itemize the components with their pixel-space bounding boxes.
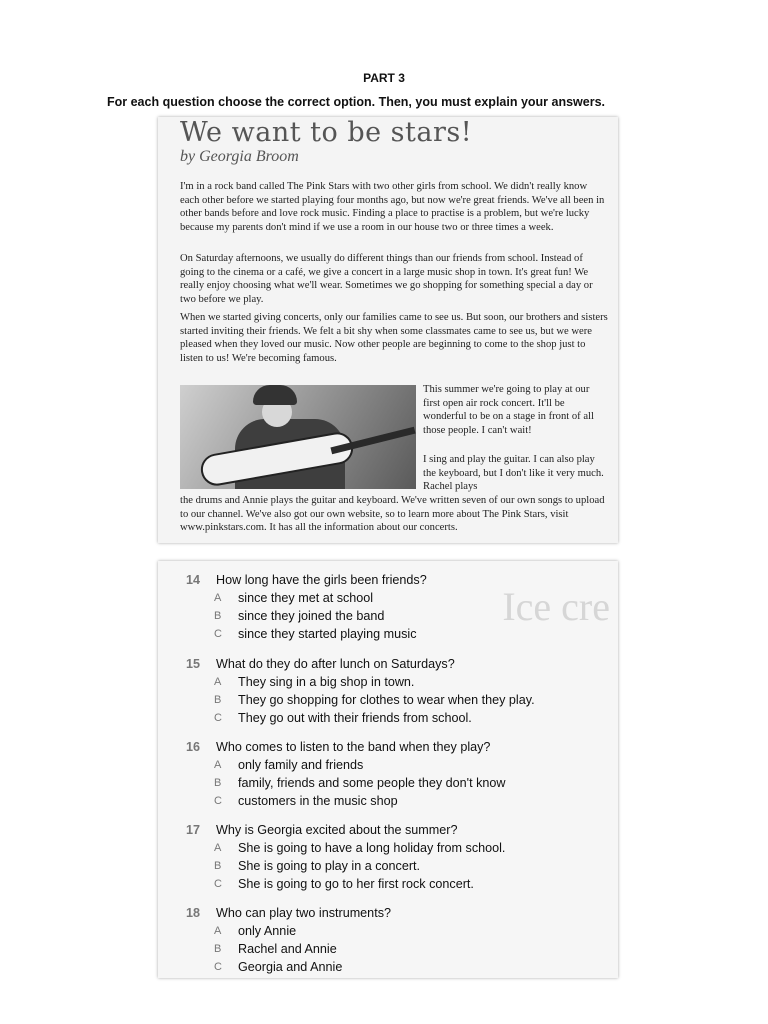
option-letter: C — [214, 712, 222, 724]
answer-option[interactable]: since they joined the band — [238, 609, 385, 623]
reading-passage — [158, 117, 618, 543]
question-number: 18 — [186, 906, 201, 920]
answer-option[interactable]: since they started playing music — [238, 627, 417, 641]
option-letter: B — [214, 777, 222, 789]
option-letter: B — [214, 943, 222, 955]
answer-option[interactable]: They sing in a big shop in town. — [238, 675, 415, 689]
option-letter: A — [214, 842, 222, 854]
option-letter: A — [214, 759, 222, 771]
question-stem: Who can play two instruments? — [216, 906, 391, 920]
question-number: 16 — [186, 740, 201, 754]
option-letter: C — [214, 628, 222, 640]
answer-option[interactable]: They go shopping for clothes to wear when they play. — [238, 693, 535, 707]
article-paragraph: I sing and play the guitar. I can also play the keyboard, but I don't like it very much. Rachel plays — [423, 454, 604, 493]
answer-option[interactable]: She is going to go to her first rock concert. — [238, 877, 474, 891]
question-stem: Who comes to listen to the band when they play? — [216, 740, 491, 754]
option-letter: B — [214, 860, 222, 872]
article-title: We want to be stars! — [180, 117, 473, 148]
option-letter: A — [214, 592, 222, 604]
option-letter: B — [214, 694, 222, 706]
option-letter: A — [214, 925, 222, 937]
question-stem: How long have the girls been friends? — [216, 573, 427, 587]
answer-option[interactable]: They go out with their friends from school. — [238, 711, 472, 725]
article-paragraph: the drums and Annie plays the guitar and keyboard. We've written seven of our own songs to upload to our channel. We've also got our own website, so to learn more about The Pink Stars, visit www.pinkstars.com. It has all the information about our concerts. — [180, 495, 605, 534]
article-byline: by Georgia Broom — [180, 148, 299, 165]
questions-panel — [158, 561, 618, 978]
background-watermark-text: Ice cre — [502, 584, 610, 629]
answer-option[interactable]: only Annie — [238, 924, 297, 938]
answer-option[interactable]: Rachel and Annie — [238, 942, 337, 956]
question-stem: Why is Georgia excited about the summer? — [216, 823, 458, 837]
answer-option[interactable]: Georgia and Annie — [238, 960, 343, 974]
option-letter: C — [214, 961, 222, 973]
question-number: 14 — [186, 573, 201, 587]
option-letter: B — [214, 610, 222, 622]
option-letter: C — [214, 878, 222, 890]
answer-option[interactable]: customers in the music shop — [238, 794, 398, 808]
instructions: For each question choose the correct option. Then, you must explain your answers. — [107, 95, 606, 109]
article-paragraph: This summer we're going to play at our first open air rock concert. It'll be wonderful to be on a stage in front of all those people. I can't wait! — [423, 384, 594, 436]
question-stem: What do they do after lunch on Saturdays? — [216, 657, 455, 671]
answer-option[interactable]: She is going to have a long holiday from school. — [238, 841, 506, 855]
girl-with-guitar-photo — [180, 385, 416, 489]
option-letter: A — [214, 676, 222, 688]
answer-option[interactable]: since they met at school — [238, 591, 374, 605]
question-number: 17 — [186, 823, 201, 837]
article-paragraph: When we started giving concerts, only our families came to see us. But soon, our brothers and sisters started inviting their friends. We felt a bit shy when some classmates came to see us, but we were pleased when they loved our music. Now other people are beginning to come to the shop just to listen to us! We're becoming famous. — [180, 312, 608, 364]
answer-option[interactable]: family, friends and some people they don't know — [238, 776, 506, 790]
answer-option[interactable]: only family and friends — [238, 758, 364, 772]
part-title: PART 3 — [363, 71, 405, 85]
option-letter: C — [214, 795, 222, 807]
answer-option[interactable]: She is going to play in a concert. — [238, 859, 421, 873]
article-paragraph: On Saturday afternoons, we usually do different things than our friends from school. Instead of going to the cinema or a café, we give a concert in a large music shop in town. It's great fun! We really enjoy choosing what we'll wear. Sometimes we go shopping for something special a day or two before we play. — [180, 253, 593, 305]
article-paragraph: I'm in a rock band called The Pink Stars with two other girls from school. We didn't really know each other before we started playing four months ago, but now we're great friends. We've all been in other bands before and love rock music. Finding a place to practise is a problem, but we're lucky because my parents don't mind if we use a room in our house two or three times a week. — [180, 181, 605, 233]
question-number: 15 — [186, 657, 201, 671]
